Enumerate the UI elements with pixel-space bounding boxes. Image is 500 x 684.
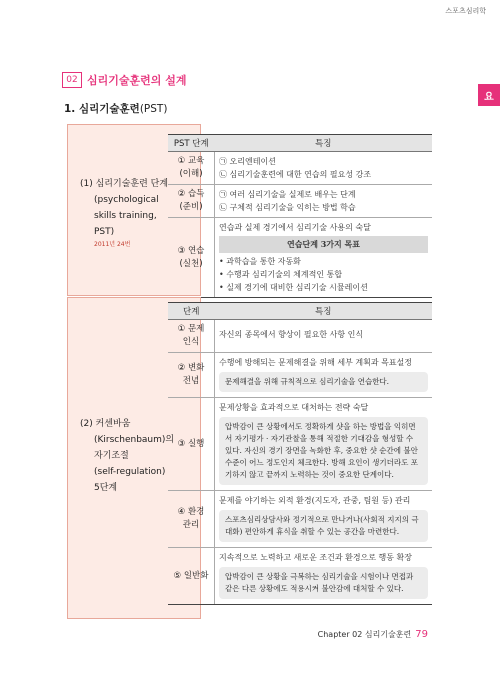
stage-cell (168, 491, 215, 548)
feature-item: • 실제 경기에 대비한 심리기술 시뮬레이션 (219, 283, 368, 292)
table-row (168, 152, 432, 185)
table-row (168, 548, 432, 605)
feature-item: ㉡ 심리기술훈련에 대한 연습의 필요성 강조 (219, 170, 372, 179)
feature-text: 문제를 야기하는 외적 환경(지도자, 관중, 팀원 등) 관리 (219, 496, 411, 505)
example-note: 압박감이 큰 상황을 극복하는 심리기술을 시험이나 면접과 같은 다른 상황에도 적용시켜 불안감에 대처할 수 있다. (219, 567, 428, 599)
block2-label-line: 5단계 (94, 483, 118, 493)
stage-cell (168, 152, 215, 185)
section-number: 02 (62, 72, 82, 88)
feature-cell (215, 491, 433, 548)
subsection-title (64, 101, 167, 116)
stage-cell (168, 320, 215, 353)
feature-text: 문제상황을 효과적으로 대처하는 전략 숙달 (219, 403, 369, 412)
stage-text: ③ 연습 (177, 245, 205, 256)
block1-label-line: PST) (94, 227, 115, 237)
feature-text: 지속적으로 노력하고 새로운 조건과 환경으로 행동 확장 (219, 553, 412, 562)
subsection-title-bold: 1. 심리기술훈련 (64, 103, 140, 115)
block1-label-line: skills training, (94, 211, 157, 221)
running-header: 스포츠심리학 (445, 7, 486, 15)
stage-text: 인식 (182, 337, 200, 347)
feature-item: • 수행과 심리기술의 체계적인 통합 (219, 270, 343, 279)
stage-text: (준비) (179, 202, 203, 212)
page-number: 79 (415, 629, 428, 640)
block2-label-line: (Kirschenbaum)의 (94, 435, 175, 445)
self-regulation-table (168, 302, 432, 605)
table-row (168, 491, 432, 548)
stage-text: (이해) (179, 169, 203, 179)
feature-cell (215, 353, 433, 398)
feature-cell (215, 548, 433, 605)
stage-cell (168, 548, 215, 605)
year-note: 2011년 24번 (94, 241, 131, 248)
table-row (168, 185, 432, 218)
feature-item: ㉠ 오리엔테이션 (219, 157, 276, 166)
side-tab: 요 (478, 84, 500, 106)
section-title: 심리기술훈련의 설계 (87, 74, 187, 87)
stage-text: ① 문제 (177, 324, 205, 334)
table-header: 특징 (215, 303, 433, 320)
stage-text: 관리 (182, 520, 200, 530)
table-header: PST 단계 (168, 135, 215, 152)
stage-cell (168, 185, 215, 218)
block1-label-line: (psychological (94, 195, 159, 205)
stage-text: ⑤ 일반화 (173, 570, 209, 581)
feature-cell: 자신의 종목에서 향상이 필요한 사항 인식 (215, 320, 433, 353)
subsection-title-rest: (PST) (139, 103, 168, 115)
example-note: 문제해결을 위해 규칙적으로 심리기술을 연습한다. (219, 372, 428, 392)
block2-label (80, 416, 174, 496)
stage-text: 전념 (182, 376, 200, 386)
block2-label-line: (self-regulation) (94, 467, 166, 477)
table-header: 단계 (168, 303, 215, 320)
table-row (168, 218, 432, 298)
stage-cell (168, 218, 215, 298)
feature-cell (215, 218, 433, 298)
block1-label-line: (1) 심리기술훈련 단계 (80, 179, 169, 189)
section-heading (62, 72, 186, 88)
chapter-label: Chapter 02 심리기술훈련 (317, 630, 412, 639)
stage-text: ② 변화 (177, 363, 205, 373)
stage-text: ① 교육 (177, 156, 205, 166)
stage-text: ④ 환경 (177, 507, 205, 517)
table-row (168, 398, 432, 491)
block2-label-line: 자기조절 (94, 451, 129, 461)
feature-cell (215, 398, 433, 491)
table-row (168, 353, 432, 398)
stage-text: ③ 실행 (177, 438, 205, 449)
table-row (168, 320, 432, 353)
feature-cell (215, 152, 433, 185)
block1-label (80, 176, 168, 250)
feature-text: 수행에 방해되는 문제해결을 위해 세부 계획과 목표설정 (219, 358, 412, 367)
example-note: 압박감이 큰 상황에서도 정확하게 샷을 하는 방법을 익히면서 자기평가 · 자기관찰을 통해 적절한 기대감을 형성할 수 있다. 자신의 경기 장면을 녹화한 후, 중요한 샷 순간에 불안수준이 어느 정도인지 체크한다. 방해 요인이 생기더라도 포기하지 않고 끝까지 노력하는 것이 중요한 단계이다. (219, 417, 428, 485)
feature-item: ㉠ 여러 심리기술을 실제로 배우는 단계 (219, 190, 356, 199)
feature-item: ㉡ 구체적 심리기술을 익히는 방법 학습 (219, 203, 356, 212)
page-footer (318, 629, 428, 640)
example-note: 스포츠심리상담사와 정기적으로 만나거나(사회적 지지의 극대화) 편안하게 휴식을 취할 수 있는 공간을 마련한다. (219, 510, 428, 542)
block2-label-line: (2) 커센바움 (80, 419, 131, 429)
goal-title: 연습단계 3가지 목표 (219, 236, 428, 253)
feature-intro: 연습과 실제 경기에서 심리기술 사용의 숙달 (219, 223, 371, 232)
stage-cell (168, 398, 215, 491)
stage-cell (168, 353, 215, 398)
feature-cell (215, 185, 433, 218)
stage-text: (실천) (179, 258, 203, 269)
feature-item: • 과학습을 통한 자동화 (219, 257, 301, 266)
table-header: 특징 (215, 135, 433, 152)
pst-table (168, 134, 432, 298)
stage-text: ② 습득 (177, 189, 205, 199)
